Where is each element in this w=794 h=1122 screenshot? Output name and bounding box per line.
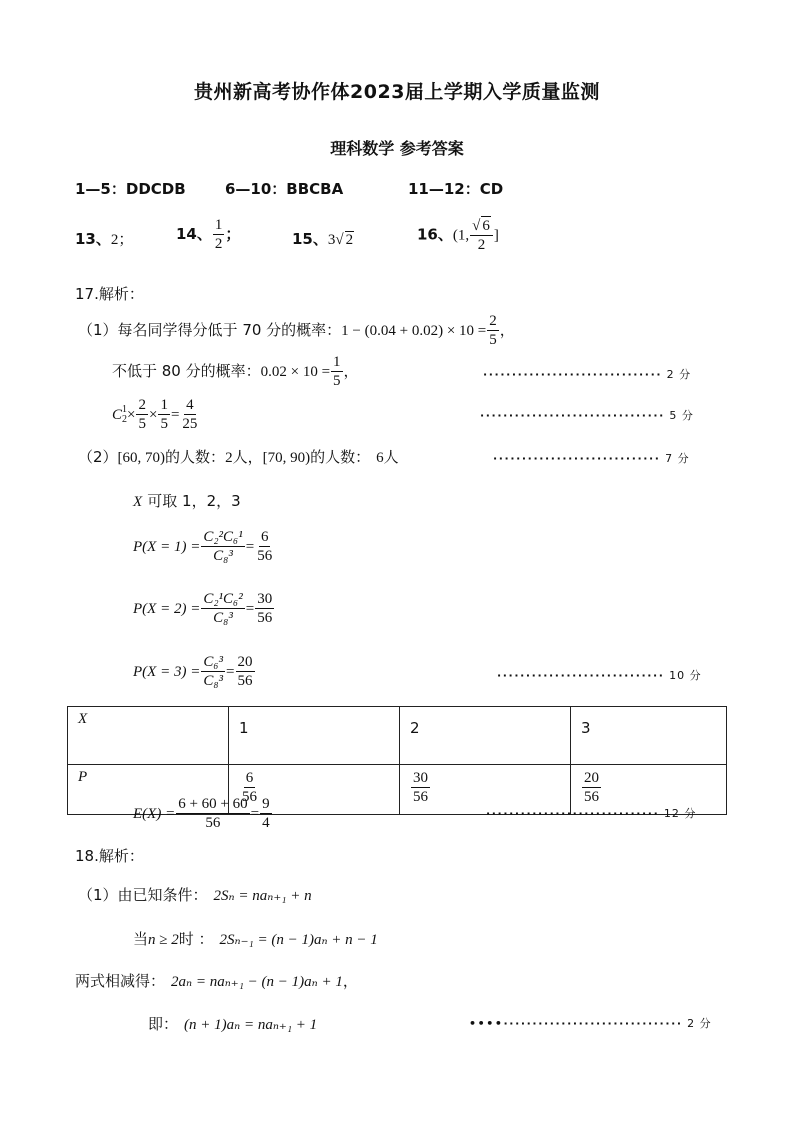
sqrt-icon: √: [472, 218, 481, 234]
prob-x3-value: [236, 653, 255, 690]
dotted-leader: ·····························: [493, 452, 661, 465]
fraction-num: C₂¹C₆²: [203, 591, 243, 607]
q17-part1b-text: 不低于 80 分的概率：: [112, 362, 261, 380]
score-label: 5 分: [669, 409, 694, 422]
count-1: 2: [225, 450, 233, 466]
choice-answers-1-5: 1—5：DDCDB: [75, 180, 186, 198]
prob-x1-value: [255, 528, 274, 565]
fraction-num: 9: [262, 796, 270, 812]
fraction-den: 4: [262, 815, 270, 831]
prob-x3-line: [133, 653, 256, 690]
q17-part1-text: （1）每名同学得分低于 70 分的概率：: [78, 321, 342, 339]
q17-heading: 17.解析：: [75, 285, 144, 303]
equals-symbol: =: [226, 664, 235, 680]
q13-label: 13、: [75, 230, 111, 248]
q18-part1-line: [78, 884, 312, 905]
fraction-num: 6 + 60 + 60: [178, 796, 248, 812]
fraction-den: C₈³: [213, 548, 233, 564]
comb-symbol: C: [112, 407, 123, 423]
q18-ie-line: [148, 1013, 317, 1034]
fraction-den: 56: [257, 610, 273, 626]
q17-part1b-line: [112, 353, 359, 390]
times-symbol: ×: [127, 407, 136, 423]
table-header-x: X: [68, 707, 229, 765]
fill-answer-14: [176, 216, 240, 253]
equals-symbol: =: [245, 539, 255, 555]
score-marker-12: [486, 805, 696, 821]
fraction-den: 25: [182, 416, 198, 432]
q13-value: 2；: [110, 232, 134, 248]
dotted-leader: ••••·······························: [469, 1017, 683, 1030]
score-marker-2: [483, 366, 691, 382]
fraction-den: 56: [237, 673, 253, 689]
fraction-num: 20: [237, 654, 253, 670]
choice-answers-11-12: 11—12：CD: [408, 180, 504, 198]
fill-answer-13: [75, 228, 133, 249]
q17-part1-expr: 1 − (0.04 + 0.02) × 10 =: [341, 323, 487, 339]
q14-tail: ；: [225, 225, 241, 243]
subtract-expr: 2aₙ = naₙ₊₁ − (n − 1)aₙ + 1: [171, 974, 343, 990]
dotted-leader: ······························: [486, 807, 660, 820]
fraction-den: 56: [584, 789, 599, 805]
fraction-den: 56: [413, 789, 428, 805]
q18-subtract-line: [75, 970, 358, 991]
text: 两式相减得：: [75, 972, 166, 990]
prob-lhs: P(X = 2) =: [133, 601, 201, 617]
fill-answer-16: [417, 216, 499, 254]
x-values-text: 可取 1，2，3: [147, 492, 241, 510]
comb-fraction-2: [158, 396, 170, 433]
q16-radicand: 6: [482, 218, 490, 234]
expectation-result: [260, 795, 272, 832]
page-title: 贵州新高考协作体2023届上学期入学质量监测: [194, 81, 600, 103]
random-variable: X: [133, 494, 143, 510]
q16-num: [470, 216, 493, 236]
prob-lhs: P(X = 3) =: [133, 664, 201, 680]
q18-when-line: [133, 928, 378, 949]
score-marker-10: [497, 667, 702, 683]
text: 的人数：: [310, 448, 371, 466]
q18-part1-expr: 2Sₙ = naₙ₊₁ + n: [213, 888, 312, 904]
table-header-1: 1: [229, 707, 400, 765]
q17-x-values: [133, 490, 241, 511]
count-2: 6: [376, 450, 384, 466]
fraction-den: 5: [489, 332, 497, 348]
fraction-den: 5: [138, 416, 146, 432]
score-marker-7: [493, 450, 690, 466]
comma: ，: [499, 321, 515, 339]
q17-part2-line: [78, 446, 399, 467]
expectation-fraction: [176, 795, 249, 832]
prob-x1-comb-fraction: [201, 528, 244, 565]
text: 人: [383, 448, 399, 466]
score-label: 10 分: [669, 669, 702, 682]
when-expr: 2Sₙ₋₁ = (n − 1)aₙ + n − 1: [219, 932, 378, 948]
equals-symbol: =: [245, 601, 255, 617]
q16-label: 16、: [417, 225, 453, 244]
q18-heading: 18.解析：: [75, 847, 144, 865]
fraction-num: 6: [245, 770, 254, 786]
q14-fraction: [213, 216, 225, 253]
comma: ，: [342, 972, 358, 990]
q14-num: 1: [214, 217, 223, 233]
prob-x1-line: [133, 528, 275, 565]
q14-label: 14、: [176, 225, 212, 243]
q17-part1b-expr: 0.02 × 10 =: [260, 364, 331, 380]
fraction-num: 30: [257, 591, 273, 607]
table-header-3: 3: [571, 707, 727, 765]
text: 时 ：: [178, 930, 214, 948]
q18-part1-text: （1）由已知条件：: [78, 886, 208, 904]
equals-symbol: =: [170, 407, 180, 423]
comb-sub: 2: [122, 413, 128, 425]
text: 当: [133, 930, 149, 948]
score-label: 12 分: [663, 807, 697, 820]
fraction-num: 20: [584, 770, 599, 786]
q16-den: 2: [477, 237, 486, 253]
prob-x3-comb-fraction: [201, 653, 225, 690]
q17-part1-line: [78, 312, 515, 349]
q16-open: (1,: [452, 227, 470, 244]
fraction-den: 56: [242, 789, 257, 805]
q17-part1-fraction: [487, 312, 499, 349]
fraction-num: 6: [260, 529, 269, 545]
q16-fraction: [470, 216, 493, 254]
condition: n ≥ 2: [148, 932, 179, 948]
q15-radicand: 2: [345, 232, 354, 248]
fraction-num: 30: [413, 770, 428, 786]
interval-2: [70, 90): [262, 450, 311, 466]
table-header-2: 2: [400, 707, 571, 765]
fraction-num: 1: [160, 397, 168, 413]
table-row: [68, 707, 727, 765]
q14-den: 2: [214, 236, 223, 252]
q15-value: 3: [327, 232, 336, 248]
ie-expr: (n + 1)aₙ = naₙ₊₁ + 1: [184, 1017, 318, 1033]
score-label: 7 分: [665, 452, 690, 465]
fraction-num: 4: [186, 397, 194, 413]
text: 的人数：: [165, 448, 226, 466]
page-subtitle: 理科数学 参考答案: [330, 139, 464, 158]
text: 即：: [148, 1015, 179, 1033]
q17-combination-line: [112, 396, 200, 433]
prob-x2-line: [133, 590, 275, 627]
comma: ，: [343, 362, 359, 380]
prob-x2-comb-fraction: [201, 590, 244, 627]
fraction-num: C₂²C₆¹: [203, 529, 243, 545]
times-symbol: ×: [148, 407, 158, 423]
fraction-num: 2: [489, 313, 497, 329]
q15-label: 15、: [292, 230, 328, 248]
expectation-line: [133, 795, 273, 832]
choice-answers-6-10: 6—10：BBCBA: [225, 180, 344, 198]
fraction-num: 1: [333, 354, 341, 370]
fraction-den: 56: [205, 815, 221, 831]
fraction-den: 5: [333, 373, 341, 389]
q16-close: ]: [493, 227, 499, 244]
prob-fraction: [582, 769, 601, 806]
comb-fraction-1: [136, 396, 148, 433]
prob-fraction: [411, 769, 430, 806]
fraction-den: 5: [160, 416, 168, 432]
sqrt-icon: √: [335, 232, 344, 248]
q17-part2-label: （2）: [78, 448, 118, 466]
score-marker-q18-2: [469, 1015, 712, 1031]
fraction-num: 2: [138, 397, 146, 413]
score-marker-5: [480, 407, 694, 423]
dotted-leader: ·······························: [483, 368, 663, 381]
expectation-lhs: E(X) =: [133, 806, 176, 822]
fraction-num: C₆³: [203, 654, 224, 670]
equals-symbol: =: [250, 806, 260, 822]
fraction-den: 56: [257, 548, 273, 564]
comb-result: [180, 396, 199, 433]
prob-x2-value: [255, 590, 274, 627]
dotted-leader: ·····························: [497, 669, 665, 682]
score-label: 2 分: [687, 1017, 712, 1030]
table-row-label-p: P: [68, 765, 229, 815]
text: 人，: [232, 448, 263, 466]
dotted-leader: ································: [480, 409, 665, 422]
comb-sup: 1: [122, 403, 128, 415]
score-label: 2 分: [666, 368, 692, 381]
q17-part1b-fraction: [331, 353, 343, 390]
interval-1: [60, 70): [117, 450, 166, 466]
prob-lhs: P(X = 1) =: [133, 539, 201, 555]
fraction-den: C₈³: [203, 673, 224, 689]
fill-answer-15: [292, 228, 354, 249]
fraction-den: C₈³: [213, 610, 233, 626]
